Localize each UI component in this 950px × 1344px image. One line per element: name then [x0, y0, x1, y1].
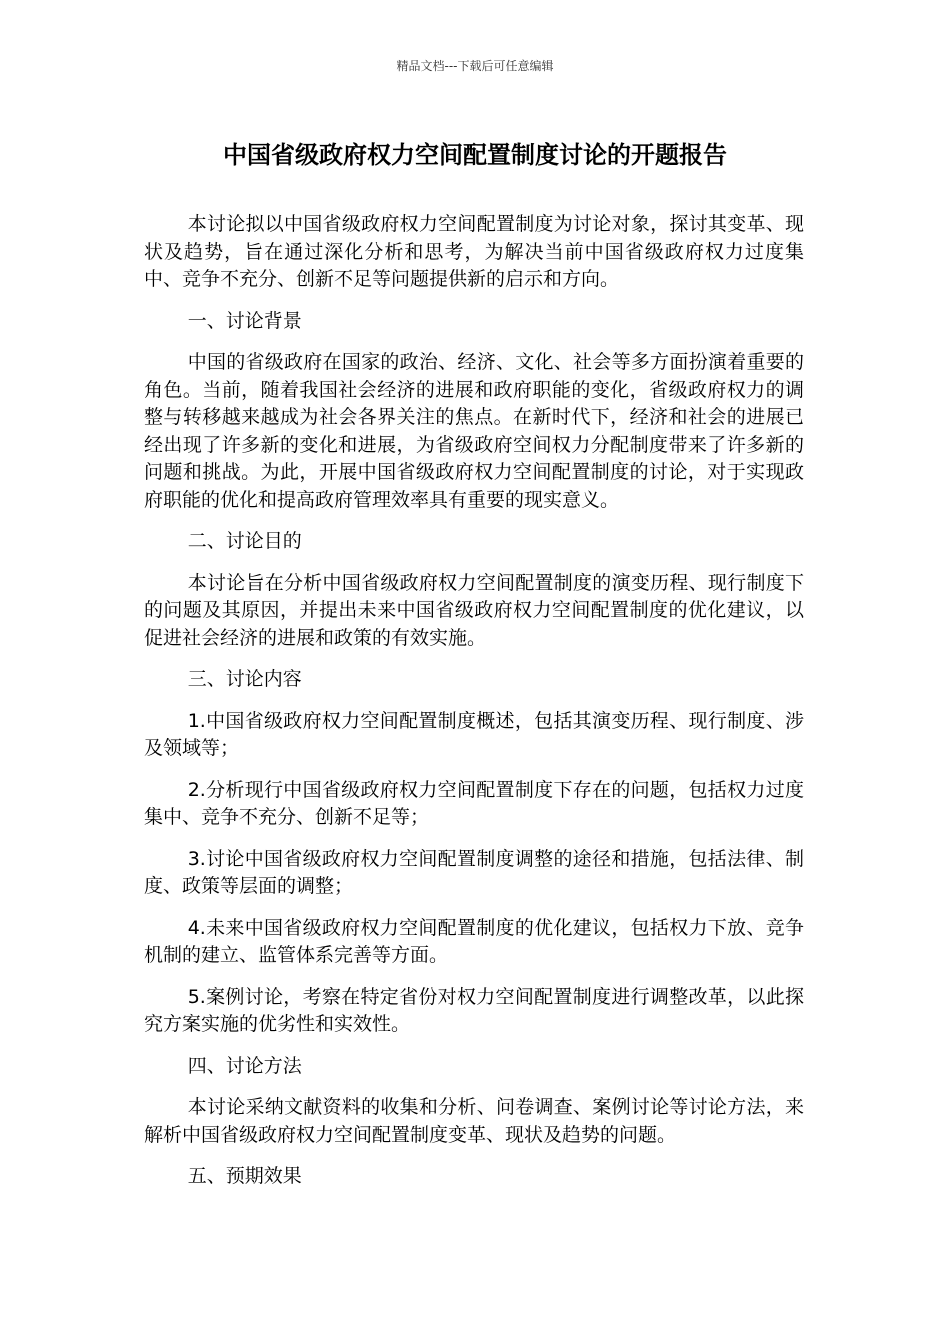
content-item-3: 3.讨论中国省级政府权力空间配置制度调整的途径和措施，包括法律、制度、政策等层面的调整；	[144, 847, 804, 897]
section-heading-expected-results: 五、预期效果	[187, 1165, 302, 1187]
page-header: 精品文档---下载后可任意编辑	[396, 59, 554, 73]
section-heading-background: 一、讨论背景	[187, 309, 302, 332]
content-item-5: 5.案例讨论，考察在特定省份对权力空间配置制度进行调整改革，以此探究方案实施的优劣性和实效性。	[144, 985, 804, 1035]
content-item-2: 2.分析现行中国省级政府权力空间配置制度下存在的问题，包括权力过度集中、竞争不充分、创新不足等；	[144, 778, 804, 828]
section-heading-content: 三、讨论内容	[187, 668, 302, 690]
intro-paragraph: 本讨论拟以中国省级政府权力空间配置制度为讨论对象，探讨其变革、现状及趋势，旨在通过深化分析和思考，为解决当前中国省级政府权力过度集中、竞争不充分、创新不足等问题提供新的启示和方向。	[144, 213, 804, 290]
content-item-1: 1.中国省级政府权力空间配置制度概述，包括其演变历程、现行制度、涉及领域等；	[144, 709, 804, 759]
purpose-paragraph: 本讨论旨在分析中国省级政府权力空间配置制度的演变历程、现行制度下的问题及其原因，并提出未来中国省级政府权力空间配置制度的优化建议，以促进社会经济的进展和政策的有效实施。	[144, 571, 804, 649]
section-heading-purpose: 二、讨论目的	[187, 530, 302, 552]
section-heading-method: 四、讨论方法	[187, 1054, 302, 1077]
background-paragraph: 中国的省级政府在国家的政治、经济、文化、社会等多方面扮演着重要的角色。当前，随着我国社会经济的进展和政府职能的变化，省级政府权力的调整与转移越来越成为社会各界关注的焦点。在新时代下，经济和社会的进展已经出现了许多新的变化和进展，为省级政府空间权力分配制度带来了许多新的问题和挑战。为此，开展中国省级政府权力空间配置制度的讨论，对于实现政府职能的优化和提高政府管理效率具有重要的现实意义。	[144, 351, 804, 511]
document-title: 中国省级政府权力空间配置制度讨论的开题报告	[223, 141, 727, 169]
document-body	[144, 211, 804, 1205]
content-item-4: 4.未来中国省级政府权力空间配置制度的优化建议，包括权力下放、竞争机制的建立、监管体系完善等方面。	[144, 916, 804, 966]
method-paragraph: 本讨论采纳文献资料的收集和分析、问卷调查、案例讨论等讨论方法，来解析中国省级政府权力空间配置制度变革、现状及趋势的问题。	[144, 1096, 804, 1146]
